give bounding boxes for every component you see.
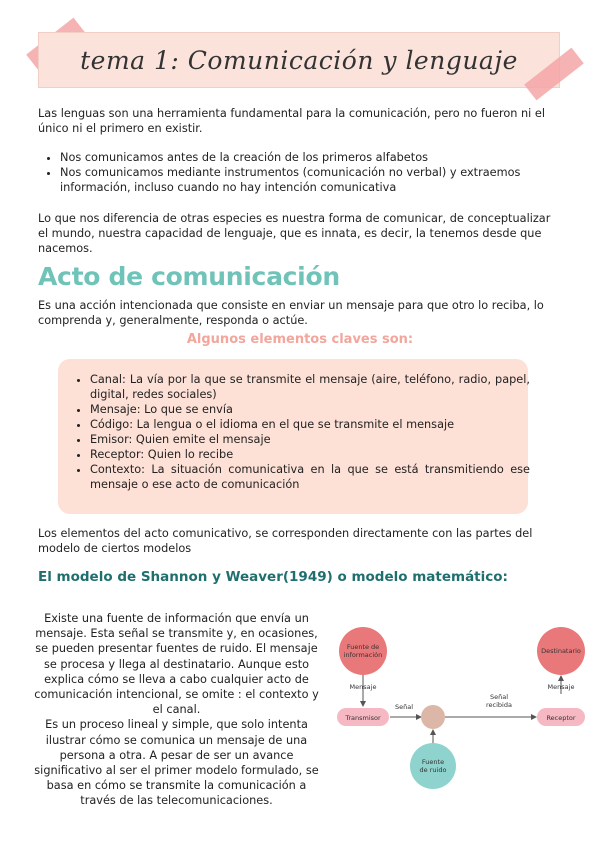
message-left-label: Mensaje (349, 683, 377, 691)
elements-subheading: Algunos elementos claves son: (186, 332, 414, 347)
message-right-label: Mensaje (547, 683, 575, 691)
list-item: • Código: La lengua o el idioma en el que se transmite el mensaje (90, 417, 530, 432)
page-title: tema 1: Comunicación y lenguaje (80, 45, 518, 75)
source-label-line2: información (343, 651, 383, 659)
destination-label: Destinatario (541, 647, 581, 655)
elements-closing-paragraph: Los elementos del acto comunicativo, se corresponden directamente con las partes del modelo de ciertos modelos (38, 527, 533, 555)
noise-label-line1: Fuente (421, 758, 445, 766)
source-label-line1: Fuente de (346, 643, 380, 651)
model-paragraph-1: Existe una fuente de información que envía un mensaje. Esta señal se transmite y, en ocasiones, se pueden presentar fuentes de ruido. El mensaje se procesa y llega al destinatario. Aunque esto explica cómo se lleva a cabo cualquier acto de comunicación intencional, se omite : el contexto y el canal. (34, 612, 319, 717)
list-item: • Receptor: Quien lo recibe (90, 447, 530, 462)
list-item: • Emisor: Quien emite el mensaje (90, 432, 530, 447)
section-heading-acto: Acto de comunicación (38, 262, 340, 291)
receiver-label: Receptor (546, 714, 576, 722)
received-signal-label-line1: Señal (489, 693, 509, 701)
model-paragraph-2: Es un proceso lineal y simple, que solo intenta ilustrar cómo se comunica un mensaje de una persona a otra. A pesar de ser un avance significativo al ser el primer modelo formulado, se basa en cómo se transmite la comunicación a través de las telecomunicaciones. (34, 718, 319, 808)
intro-bullet-list (42, 150, 580, 195)
list-item: • Contexto: La situación comunicativa en la que se está transmitiendo ese mensaje o ese acto de comunicación (90, 462, 530, 492)
transmitter-label: Transmisor (345, 714, 381, 722)
channel-node (421, 705, 445, 729)
list-item: • Nos comunicamos antes de la creación de los primeros alfabetos (60, 150, 580, 165)
shannon-weaver-diagram (334, 620, 594, 795)
received-signal-label-line2: recibida (486, 701, 512, 709)
list-item: • Nos comunicamos mediante instrumentos (comunicación no verbal) y extraemos información, incluso cuando no hay intención comunicativa (60, 165, 580, 195)
intro-paragraph: Las lenguas son una herramienta fundamental para la comunicación, pero no fueron ni el único ni el primero en existir. (38, 107, 545, 135)
list-item: • Mensaje: Lo que se envía (90, 402, 530, 417)
acto-definition: Es una acción intencionada que consiste en enviar un mensaje para que otro lo reciba, lo comprenda y, generalmente, responda o actúe. (38, 299, 544, 327)
noise-label-line2: de ruido (419, 766, 447, 774)
elements-list (72, 372, 530, 492)
signal-label: Señal (394, 703, 414, 711)
title-banner (38, 32, 560, 88)
species-paragraph: Lo que nos diferencia de otras especies es nuestra forma de comunicar, de conceptualizar el mundo, nuestra capacidad de lenguaje, que es innata, es decir, la tenemos desde que nacemos. (38, 212, 551, 255)
model-heading: El modelo de Shannon y Weaver(1949) o modelo matemático: (38, 569, 508, 585)
list-item: • Canal: La vía por la que se transmite el mensaje (aire, teléfono, radio, papel, digital, redes sociales) (90, 372, 530, 402)
model-description (28, 611, 325, 809)
